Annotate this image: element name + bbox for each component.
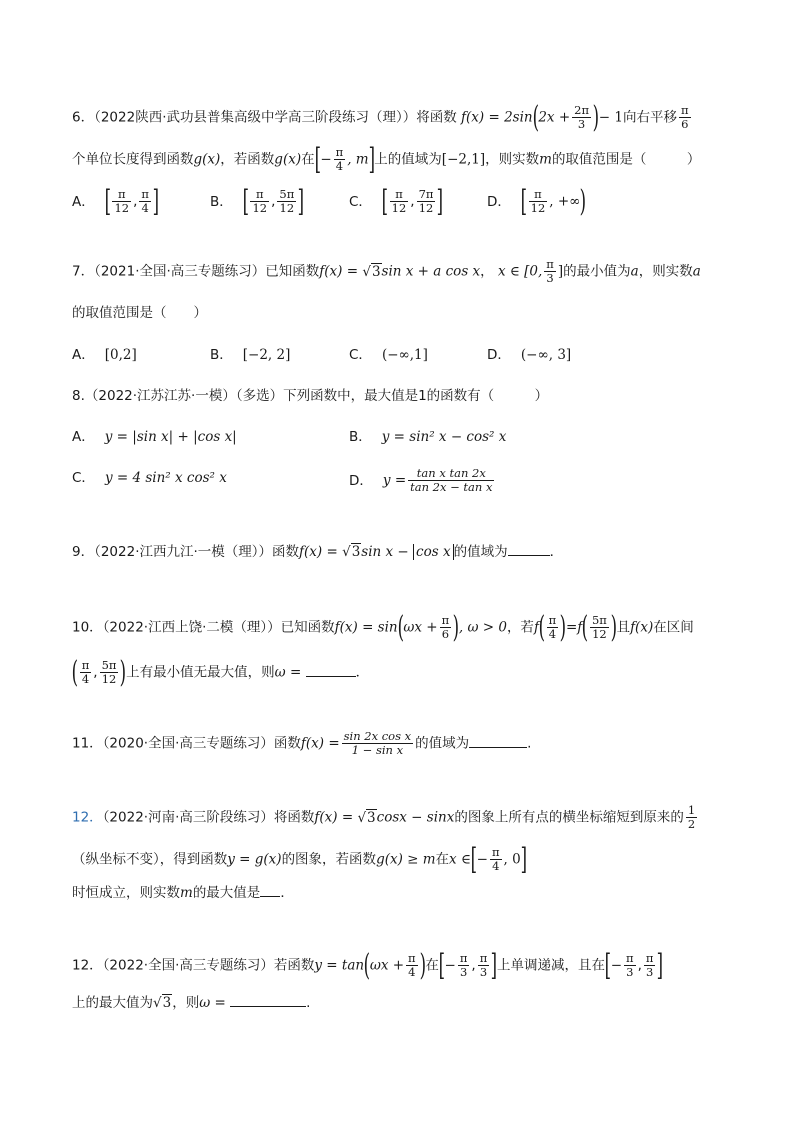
fraction: $\frac{2\pi}{3}$ bbox=[574, 103, 590, 131]
question-7-line-2: 的取值范围是（ ） bbox=[72, 305, 207, 321]
question-10-line-1: 10．（2022·江西上饶·二模（理））已知函数f(x) = sin(ωx + $\frac{\pi}{6}$ ), ω > 0，若f( $\frac{\pi}{4}$ )=f( $\frac{5\pi}{12}$ )且f(x)在区间 bbox=[72, 609, 694, 645]
q6-option-d[interactable]: D． [ $\frac{\pi}{12}$ , +∞) bbox=[487, 183, 587, 219]
question-source: （2020·全国·高三专题练习） bbox=[102, 735, 274, 752]
question-10-line-2: ( $\frac{\pi}{4}$ , $\frac{5\pi}{12}$ )上有最小值无最大值，则ω = ． bbox=[71, 654, 370, 690]
question-number: 12． bbox=[72, 957, 103, 974]
question-source: （2022·全国·高三专题练习） bbox=[102, 957, 274, 974]
question-12a-line-1: 12．（2022·河南·高三阶段练习）将函数f(x) = √3cosx − sinx的图象上所有点的横坐标缩短到原来的 $\frac{1}{2}$ bbox=[72, 803, 696, 831]
question-number: 9． bbox=[72, 544, 95, 560]
question-6-line-1: 6．（2022陕西·武功县普集高级中学高三阶段练习（理））将函数 f(x) = 2sin(2x + $\frac{2\pi}{3}$ )− 1向右平移 $\frac{\pi}{6}$ bbox=[72, 99, 689, 135]
question-number: 6． bbox=[72, 109, 95, 126]
answer-blank[interactable] bbox=[260, 882, 280, 897]
fraction: $\frac{\pi}{3}$ bbox=[546, 257, 554, 285]
question-source: （2022·江西上饶·二模（理）） bbox=[102, 619, 281, 636]
question-9: 9．（2022·江西九江·一模（理））函数f(x) = √3sin x − cos x 的值域为 ． bbox=[72, 541, 563, 563]
question-8-line-1: 8.（2022·江苏江苏·一模）（多选）下列函数中，最大值是1的函数有（ ） bbox=[72, 388, 549, 404]
fraction: $\frac{\pi}{4}$ bbox=[335, 145, 344, 173]
question-source: （2022陕西·武功县普集高级中学高三阶段练习（理）） bbox=[94, 109, 417, 126]
fraction: $\frac{\pi}{4}$ bbox=[408, 951, 416, 979]
answer-blank[interactable] bbox=[230, 992, 306, 1007]
fraction: $\frac{\pi}{6}$ bbox=[441, 613, 450, 641]
question-number: 8. bbox=[72, 388, 85, 404]
question-12b-line-2: 上的最大值为√3，则ω = . bbox=[72, 992, 310, 1014]
q6-option-a[interactable]: A． [ $\frac{\pi}{12}$ , $\frac{\pi}{4}$ ] bbox=[72, 183, 160, 219]
q7-option-d[interactable]: D． (−∞, 3] bbox=[487, 347, 572, 363]
q8-option-c[interactable]: C． y = 4 sin² x cos² x bbox=[72, 470, 227, 486]
answer-blank[interactable] bbox=[508, 541, 550, 556]
fraction: $\frac{\pi}{3}$ bbox=[626, 951, 634, 979]
sqrt-expression: √3 bbox=[362, 263, 381, 280]
answer-blank[interactable] bbox=[469, 733, 527, 748]
sqrt-expression: √3 bbox=[153, 995, 172, 1011]
q7-option-b[interactable]: B． [−2, 2] bbox=[210, 347, 291, 363]
q6-option-c[interactable]: C． [ $\frac{\pi}{12}$ , $\frac{7\pi}{12}$ ] bbox=[349, 183, 444, 219]
question-source: （2022·江西九江·一模（理）） bbox=[94, 544, 273, 560]
q6-option-b[interactable]: B． [ $\frac{\pi}{12}$ , $\frac{5\pi}{12}$ ] bbox=[210, 183, 305, 219]
q8-option-b[interactable]: B． y = sin² x − cos² x bbox=[349, 429, 507, 445]
question-number: 10． bbox=[72, 619, 103, 636]
q7-option-c[interactable]: C． (−∞,1] bbox=[349, 347, 428, 363]
q7-option-a[interactable]: A． [0,2] bbox=[72, 347, 137, 363]
question-7-line-1: 7．（2021·全国·高三专题练习）已知函数f(x) = √3sin x + a cos x， x ∈ [0, $\frac{\pi}{3}$ ]的最小值为a，则实数a bbox=[72, 257, 701, 285]
fraction: $\frac{\pi}{3}$ bbox=[459, 951, 468, 979]
question-source: （2021·全国·高三专题练习） bbox=[94, 263, 266, 280]
q8-option-d[interactable]: D． y = $\frac{\text{tan x tan 2x}}{\text{tan 2x − tan x}}$ bbox=[349, 466, 493, 494]
fraction: $\frac{5\pi}{12}$ bbox=[101, 658, 117, 686]
fraction: $\frac{\pi}{4}$ bbox=[548, 613, 557, 641]
fraction: $\frac{\pi}{6}$ bbox=[680, 103, 689, 131]
fraction: $\frac{\pi}{4}$ bbox=[491, 845, 500, 873]
fraction: $\frac{\pi}{3}$ bbox=[479, 951, 488, 979]
question-number: 7． bbox=[72, 263, 95, 280]
question-number: 11． bbox=[72, 735, 103, 752]
q8-option-a[interactable]: A． y = |sin x| + |cos x| bbox=[72, 429, 237, 445]
question-12a-line-3: 时恒成立，则实数m的最大值是 ． bbox=[72, 882, 294, 904]
question-source: （2022·江苏江苏·一模） bbox=[84, 388, 236, 404]
question-6-line-2: 个单位长度得到函数g(x)，若函数g(x)在[− $\frac{\pi}{4}$ , m]上的值域为[−2,1]，则实数m的取值范围是（ ） bbox=[72, 141, 701, 177]
answer-blank[interactable] bbox=[306, 662, 356, 677]
fraction: $\frac{5\pi}{12}$ bbox=[591, 613, 607, 641]
fraction: $\frac{\pi}{3}$ bbox=[645, 951, 654, 979]
question-12a-line-2: （纵坐标不变），得到函数y = g(x)的图象，若函数g(x) ≥ m在x ∈[− $\frac{\pi}{4}$ , 0] bbox=[72, 841, 527, 877]
fraction: $\frac{\pi}{4}$ bbox=[81, 658, 90, 686]
sqrt-expression: √3 bbox=[342, 544, 361, 560]
question-source: （2022·河南·高三阶段练习） bbox=[102, 809, 274, 826]
question-11: 11．（2020·全国·高三专题练习）函数f(x) = $\frac{\text{sin 2x cos x}}{\text{1 − sin x}}$ 的值域为 . bbox=[72, 729, 532, 757]
question-number: 12． bbox=[72, 809, 103, 826]
question-12b-line-1: 12．（2022·全国·高三专题练习）若函数y = tan(ωx + $\frac{\pi}{4}$ )在[− $\frac{\pi}{3}$ , $\frac{\pi}{3}$ ]上单调递减，且在[− $\frac{\pi}{3}$ , $\frac{\pi}{3}$ ] bbox=[72, 947, 664, 983]
fraction: $\frac{\text{sin 2x cos x}}{\text{1 − sin x}}$ bbox=[343, 729, 412, 757]
fraction: $\frac{1}{2}$ bbox=[687, 803, 696, 831]
sqrt-expression: √3 bbox=[357, 809, 376, 826]
